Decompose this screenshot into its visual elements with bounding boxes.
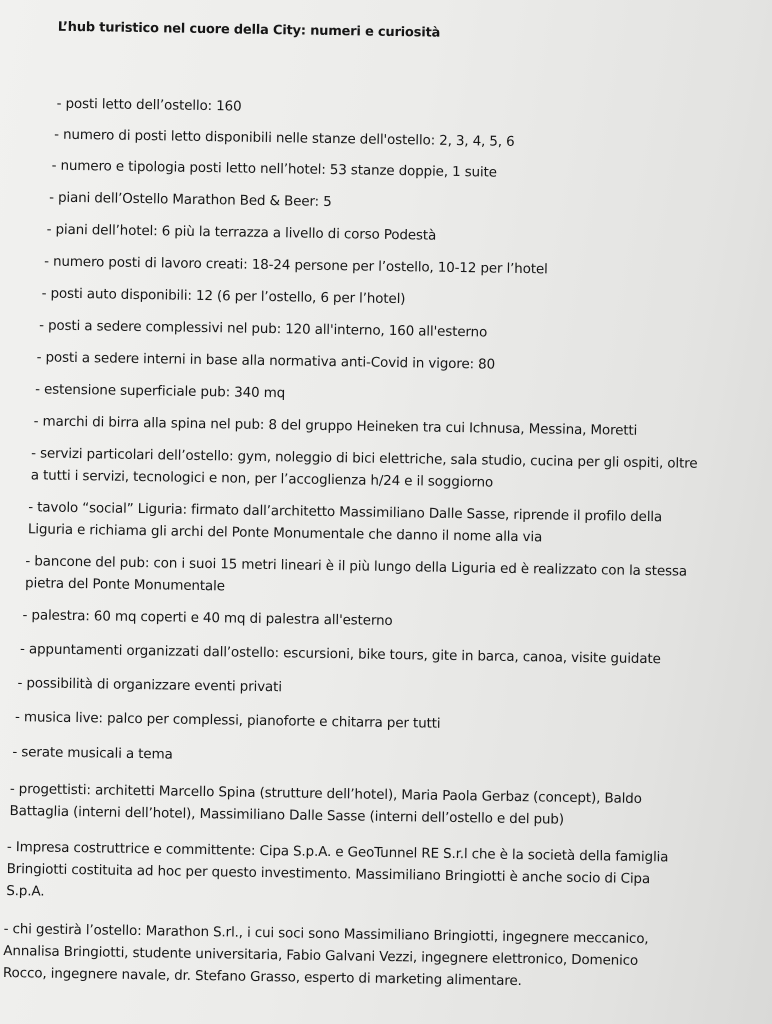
list-item: - numero di posti letto disponibili nelle stanze dell'ostello: 2, 3, 4, 5, 6 bbox=[54, 126, 515, 150]
list-item: - posti a sedere complessivi nel pub: 120 all'interno, 160 all'esterno bbox=[39, 317, 488, 341]
list-item: - serate musicali a tema bbox=[12, 744, 173, 763]
list-item: - posti auto disponibili: 12 (6 per l’ostello, 6 per l’hotel) bbox=[41, 285, 406, 308]
list-item: - marchi di birra alla spina nel pub: 8 del gruppo Heineken tra cui Ichnusa, Messina, Moretti bbox=[33, 413, 638, 439]
list-item: - chi gestirà l’ostello: Marathon S.rl., i cui soci sono Massimiliano Bringiotti, ingegnere meccanico, Annalisa Bringiotti, studente universitaria, Fabio Galvani Vezzi, ingegnere elettronico, Domenico Rocco, ingegnere navale, dr. Stefano Grasso, esperto di marketing alimentare. bbox=[2, 920, 649, 990]
list-item: - servizi particolari dell’ostello: gym, noleggio di bici elettriche, sala studio, cucina per gli ospiti, oltre a tutti i servizi, tecnologici e non, per l’accoglienza h/24 e il soggiorno bbox=[30, 445, 698, 491]
document-body bbox=[2, 18, 766, 990]
list-item: - Impresa costruttrice e committente: Cipa S.p.A. e GeoTunnel RE S.r.l che è la società della famiglia Bringiotti costituita ad hoc per questo investimento. Massimiliano Bringiotti è anche socio di Cipa S.p.A. bbox=[6, 838, 669, 900]
list-item: - posti letto dell’ostello: 160 bbox=[56, 95, 242, 115]
list-item: - progettisti: architetti Marcello Spina (strutture dell’hotel), Maria Paola Gerbaz (concept), Baldo Battaglia (interni dell’hotel), Massimiliano Dalle Sasse (interni dell’ostello e del pub) bbox=[9, 781, 642, 828]
list-item: - appuntamenti organizzati dall’ostello: escursioni, bike tours, gite in barca, canoa, visite guidate bbox=[19, 641, 661, 668]
list-item: - numero e tipologia posti letto nell’hotel: 53 stanze doppie, 1 suite bbox=[51, 157, 497, 181]
list-item: - bancone del pub: con i suoi 15 metri lineari è il più lungo della Liguria ed è realizzato con la stessa pietra del Ponte Monumentale bbox=[24, 553, 688, 595]
list-item: - numero posti di lavoro creati: 18-24 persone per l’ostello, 10-12 per l’hotel bbox=[44, 253, 548, 278]
list-item: - piani dell’hotel: 6 più la terrazza a livello di corso Podestà bbox=[46, 221, 437, 244]
list-item: - musica live: palco per complessi, pianoforte e chitarra per tutti bbox=[14, 709, 441, 732]
list-item: - tavolo “social” Liguria: firmato dall’architetto Massimiliano Dalle Sasse, riprende il profilo della Liguria e richiama gli archi del Ponte Monumentale che danno il nome alla via bbox=[27, 499, 663, 546]
list-item: - posti a sedere interni in base alla normativa anti-Covid in vigore: 80 bbox=[36, 349, 496, 373]
document-title: L’hub turistico nel cuore della City: numeri e curiosità bbox=[57, 19, 441, 41]
list-item: - possibilità di organizzare eventi privati bbox=[17, 675, 282, 696]
list-item: - piani dell’Ostello Marathon Bed & Beer: 5 bbox=[49, 189, 332, 211]
list-item: - estensione superficiale pub: 340 mq bbox=[35, 381, 286, 402]
list-item: - palestra: 60 mq coperti e 40 mq di palestra all'esterno bbox=[22, 607, 393, 630]
